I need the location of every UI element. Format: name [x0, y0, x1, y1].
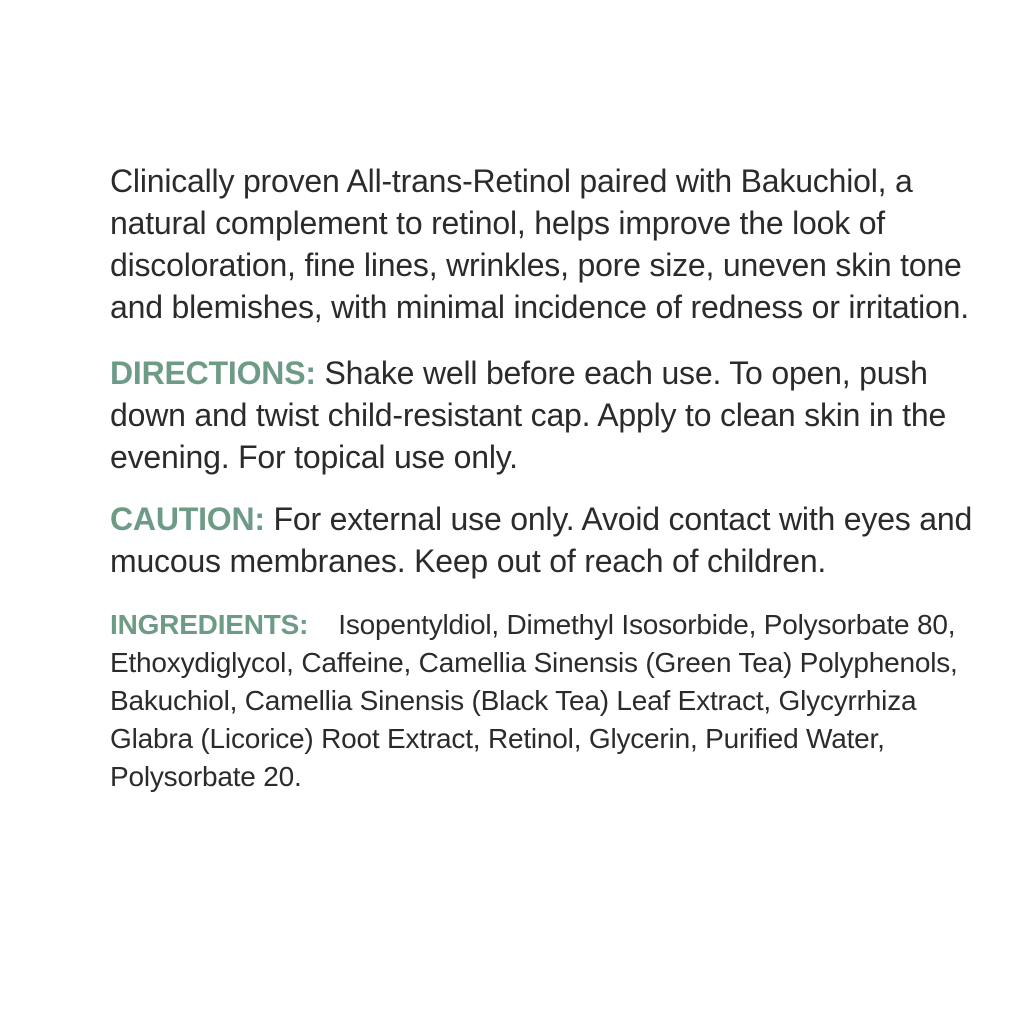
directions-heading: DIRECTIONS: — [110, 355, 316, 391]
intro-text: Clinically proven All-trans-Retinol paired with Bakuchiol, a natural complement to retinol, helps improve the look of discoloration, fine lines, wrinkles, pore size, uneven skin tone and blemishes, with minimal incidence of redness or irritation. — [110, 163, 969, 325]
label-text-block — [110, 160, 990, 796]
caution-text: For external use only. Avoid contact with eyes and mucous membranes. Keep out of reach of children. — [110, 501, 973, 579]
directions-paragraph — [110, 352, 990, 478]
ingredients-heading: INGREDIENTS: — [110, 609, 309, 640]
caution-heading: CAUTION: — [110, 501, 265, 537]
directions-text: Shake well before each use. To open, push down and twist child-resistant cap. Apply to clean skin in the evening. For topical use only. — [110, 355, 947, 475]
ingredients-text: Isopentyldiol, Dimethyl Isosorbide, Polysorbate 80, Ethoxydiglycol, Caffeine, Camellia Sinensis (Green Tea) Polyphenols, Bakuchiol, Camellia Sinensis (Black Tea) Leaf Extract, Glycyrrhiza Glabra (Licorice) Root Extract, Retinol, Glycerin, Purified Water, Polysorbate 20. — [110, 609, 958, 792]
caution-paragraph — [110, 498, 990, 582]
ingredients-paragraph — [110, 606, 990, 796]
intro-paragraph — [110, 160, 990, 328]
